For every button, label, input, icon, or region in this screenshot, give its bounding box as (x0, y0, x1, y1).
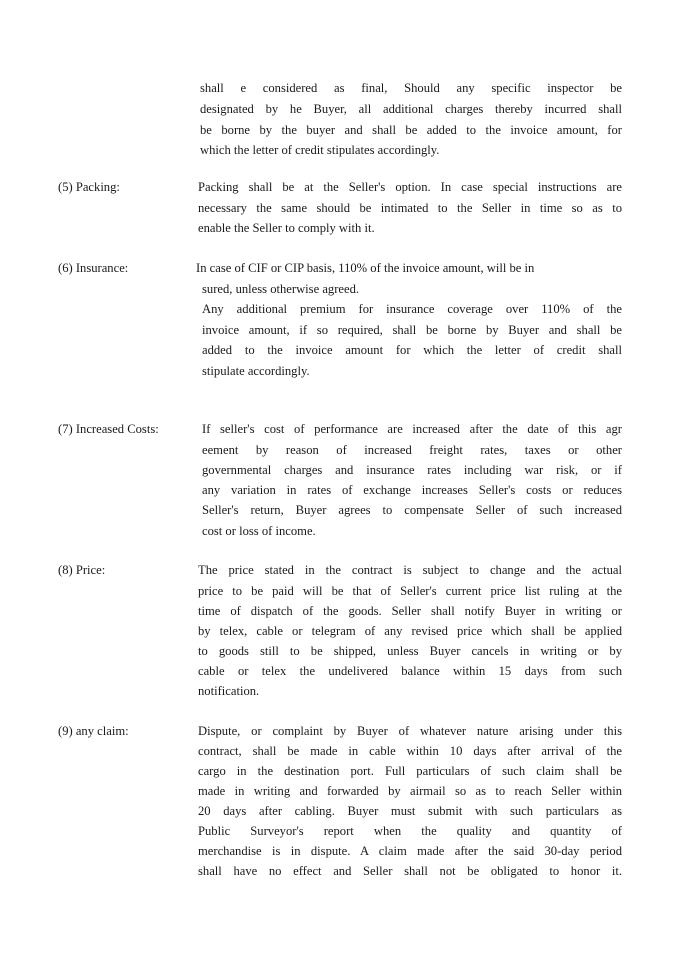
clause-text-line: any variation in rates of exchange increases Seller's costs or reduces (202, 483, 622, 497)
clause-text-line: cargo in the destination port. Full particulars of such claim shall be (198, 764, 622, 778)
clause-text-line: enable the Seller to comply with it. (198, 221, 375, 235)
clause-text-line: 20 days after cabling. Buyer must submit with such particulars as (198, 804, 622, 818)
clause-text-line: stipulate accordingly. (202, 364, 310, 378)
clause-text-line: shall have no effect and Seller shall not be obligated to honor it. (198, 864, 622, 878)
clause-text-line: invoice amount, if so required, shall be borne by Buyer and shall be (202, 323, 622, 337)
clause-text-line: by telex, cable or telegram of any revised price which shall be applied (198, 624, 622, 638)
clause-text-line: time of dispatch of the goods. Seller shall notify Buyer in writing or (198, 604, 622, 618)
clause-text-line: merchandise is in dispute. A claim made after the said 30-day period (198, 844, 622, 858)
clause-label: (7) Increased Costs: (58, 422, 159, 436)
clause-text-line: Dispute, or complaint by Buyer of whatever nature arising under this (198, 724, 622, 738)
clause-text-line: In case of CIF or CIP basis, 110% of the invoice amount, will be in (196, 261, 535, 275)
clause-text-line: eement by reason of increased freight rates, taxes or other (202, 443, 622, 457)
clause-text-line: to goods still to be shipped, unless Buyer cancels in writing or by (198, 644, 622, 658)
clause-label: (9) any claim: (58, 724, 129, 738)
clause-text-line: cable or telex the undelivered balance within 15 days from such (198, 664, 622, 678)
clause-text-line: Seller's return, Buyer agrees to compensate Seller of such increased (202, 503, 622, 517)
clause-label: (8) Price: (58, 563, 106, 577)
clause-text-line: contract, shall be made in cable within 10 days after arrival of the (198, 744, 622, 758)
clause-text-line: be borne by the buyer and shall be added to the invoice amount, for (200, 123, 622, 137)
clause-label: (5) Packing: (58, 180, 120, 194)
clause-text-line: The price stated in the contract is subject to change and the actual (198, 563, 622, 577)
clause-text-line: shall e considered as final, Should any specific inspector be (200, 81, 622, 95)
clause-text-line: sured, unless otherwise agreed. (202, 282, 360, 296)
clause-text-line: added to the invoice amount for which the letter of credit shall (202, 343, 622, 357)
clause-text-line: made in writing and forwarded by airmail so as to reach Seller within (198, 784, 622, 798)
clause-text-line: price to be paid will be that of Seller's current price list ruling at the (198, 584, 622, 598)
clause-text-line: cost or loss of income. (202, 524, 316, 538)
clause-text-line: Any additional premium for insurance coverage over 110% of the (202, 302, 622, 316)
clause-text-line: governmental charges and insurance rates including war risk, or if (202, 463, 622, 477)
clause-text-line: Packing shall be at the Seller's option. In case special instructions are (198, 180, 622, 194)
clause-text-line: If seller's cost of performance are increased after the date of this agr (202, 422, 622, 436)
clause-text-line: designated by he Buyer, all additional charges thereby incurred shall (200, 102, 622, 116)
clause-text-line: necessary the same should be intimated to the Seller in time so as to (198, 201, 622, 215)
clause-text-line: which the letter of credit stipulates accordingly. (200, 143, 440, 157)
clause-text-line: notification. (198, 684, 260, 698)
clause-label: (6) Insurance: (58, 261, 129, 275)
clause-text-line: Public Surveyor's report when the quality and quantity of (198, 824, 622, 838)
